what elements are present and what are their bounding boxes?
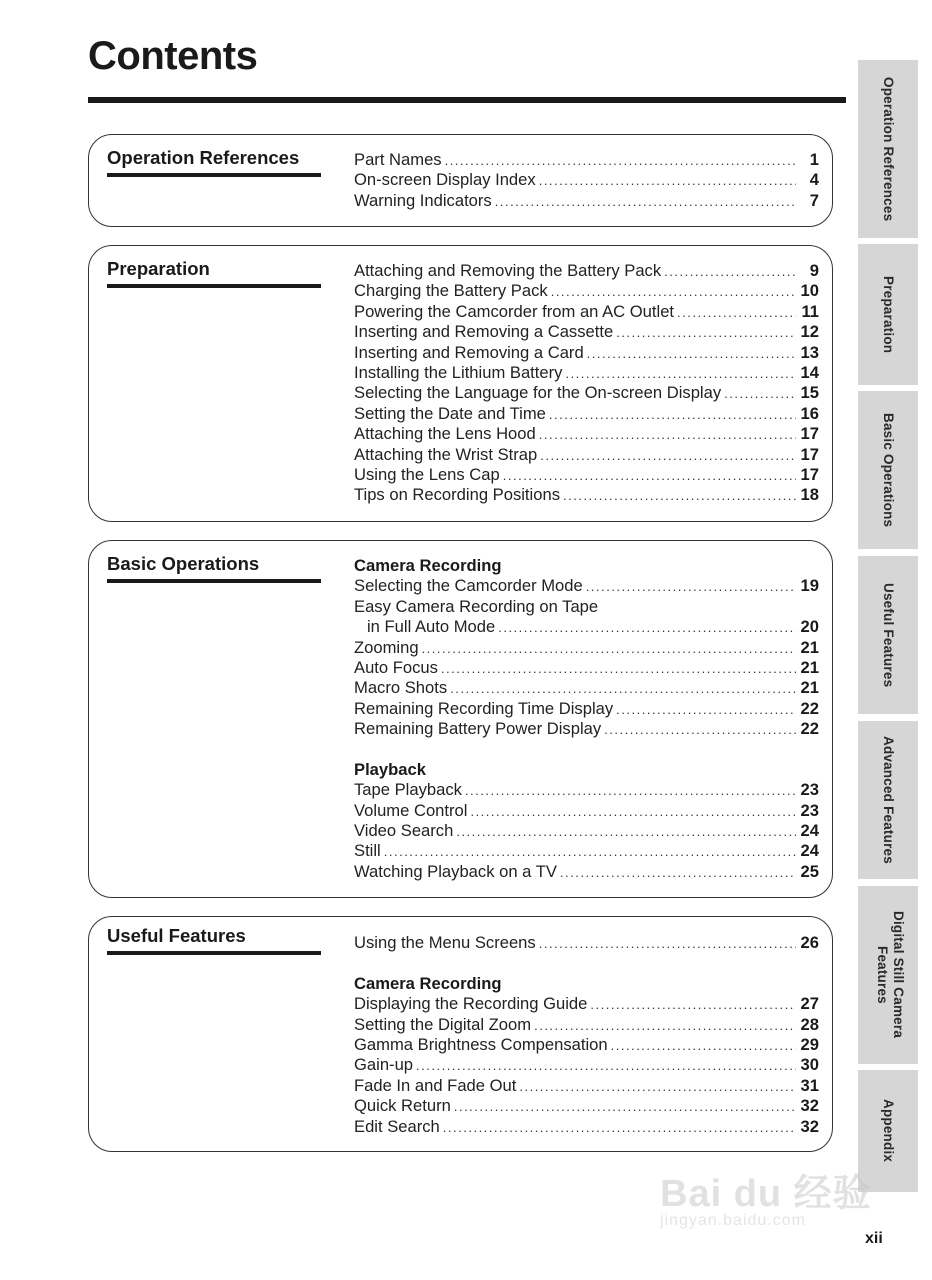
tab-advanced-features[interactable]: Advanced Features xyxy=(858,721,918,879)
toc-entry[interactable]: Part Names ..... 1 xyxy=(354,150,819,170)
watermark xyxy=(660,1150,880,1240)
toc-entry[interactable]: Inserting and Removing a Cassette ..... 12 xyxy=(354,322,819,342)
tab-operation-references[interactable]: Operation References xyxy=(858,60,918,238)
section-operation-references xyxy=(88,134,833,227)
section-basic-operations xyxy=(88,540,833,898)
toc-entry[interactable]: Tape Playback ..... 23 xyxy=(354,780,819,800)
watermark-logo: Bai du 经验 xyxy=(660,1173,872,1215)
toc-entry[interactable]: Powering the Camcorder from an AC Outlet ..... 11 xyxy=(354,302,819,322)
toc-entry[interactable]: Inserting and Removing a Card ..... 13 xyxy=(354,343,819,363)
toc-entry[interactable]: Video Search ..... 24 xyxy=(354,821,819,841)
toc-entry[interactable]: Warning Indicators ..... 7 xyxy=(354,191,819,211)
page-number: xii xyxy=(865,1230,883,1247)
toc-entry[interactable]: On-screen Display Index ..... 4 xyxy=(354,170,819,190)
subheading-camera-recording: Camera Recording xyxy=(354,973,502,993)
toc-entry[interactable]: Gamma Brightness Compensation ..... 29 xyxy=(354,1035,819,1055)
toc-entry[interactable]: Watching Playback on a TV ..... 25 xyxy=(354,862,819,882)
toc-entry[interactable]: Setting the Date and Time ..... 16 xyxy=(354,404,819,424)
toc-entry[interactable]: Selecting the Camcorder Mode ..... 19 xyxy=(354,576,819,596)
toc-entry[interactable]: Setting the Digital Zoom ..... 28 xyxy=(354,1015,819,1035)
tab-appendix[interactable]: Appendix xyxy=(858,1070,918,1192)
toc-entry[interactable]: Fade In and Fade Out ..... 31 xyxy=(354,1076,819,1096)
toc-entry[interactable]: Quick Return ..... 32 xyxy=(354,1096,819,1116)
tab-useful-features[interactable]: Useful Features xyxy=(858,556,918,714)
tab-digital-still-camera-features[interactable]: Digital Still Camera Features xyxy=(858,886,918,1064)
toc-entry[interactable]: Still ..... 24 xyxy=(354,841,819,861)
toc-entry[interactable]: Attaching the Wrist Strap ..... 17 xyxy=(354,445,819,465)
subheading-camera-recording: Camera Recording xyxy=(354,556,502,575)
title-rule xyxy=(88,97,846,103)
toc-entry[interactable]: Displaying the Recording Guide ..... 27 xyxy=(354,994,819,1014)
toc-entry[interactable]: Attaching the Lens Hood ..... 17 xyxy=(354,424,819,444)
section-heading: Preparation xyxy=(107,258,321,288)
toc-entry[interactable]: Remaining Battery Power Display ..... 22 xyxy=(354,719,819,739)
page-title: Contents xyxy=(88,34,258,78)
toc-entry[interactable]: in Full Auto Mode ..... 20 xyxy=(354,617,819,637)
section-heading: Basic Operations xyxy=(107,553,321,583)
toc-entry[interactable]: Macro Shots ..... 21 xyxy=(354,678,819,698)
toc-entry[interactable]: Volume Control ..... 23 xyxy=(354,801,819,821)
toc-entry[interactable]: Charging the Battery Pack ..... 10 xyxy=(354,281,819,301)
tab-preparation[interactable]: Preparation xyxy=(858,244,918,385)
subheading-playback: Playback xyxy=(354,759,426,779)
section-heading: Useful Features xyxy=(107,925,321,955)
toc-entry[interactable]: Remaining Recording Time Display ..... 22 xyxy=(354,699,819,719)
section-preparation xyxy=(88,245,833,522)
section-heading: Operation References xyxy=(107,147,321,177)
toc-entry[interactable]: Installing the Lithium Battery ..... 14 xyxy=(354,363,819,383)
toc-entry[interactable]: Using the Menu Screens ..... 26 xyxy=(354,933,819,953)
toc-entry[interactable]: Zooming ..... 21 xyxy=(354,638,819,658)
toc-entry-line[interactable]: Easy Camera Recording on Tape xyxy=(354,596,599,616)
tab-basic-operations[interactable]: Basic Operations xyxy=(858,391,918,549)
section-useful-features xyxy=(88,916,833,1152)
toc-entry[interactable]: Auto Focus ..... 21 xyxy=(354,658,819,678)
toc-entry[interactable]: Tips on Recording Positions ..... 18 xyxy=(354,485,819,505)
watermark-url: jingyan.baidu.com xyxy=(660,1212,806,1229)
toc-entry[interactable]: Using the Lens Cap ..... 17 xyxy=(354,465,819,485)
toc-entry[interactable]: Edit Search ..... 32 xyxy=(354,1117,819,1137)
toc-entry[interactable]: Selecting the Language for the On-screen Display ..... 15 xyxy=(354,383,819,403)
toc-entry[interactable]: Gain-up ..... 30 xyxy=(354,1055,819,1075)
toc-entry[interactable]: Attaching and Removing the Battery Pack ..... 9 xyxy=(354,261,819,281)
